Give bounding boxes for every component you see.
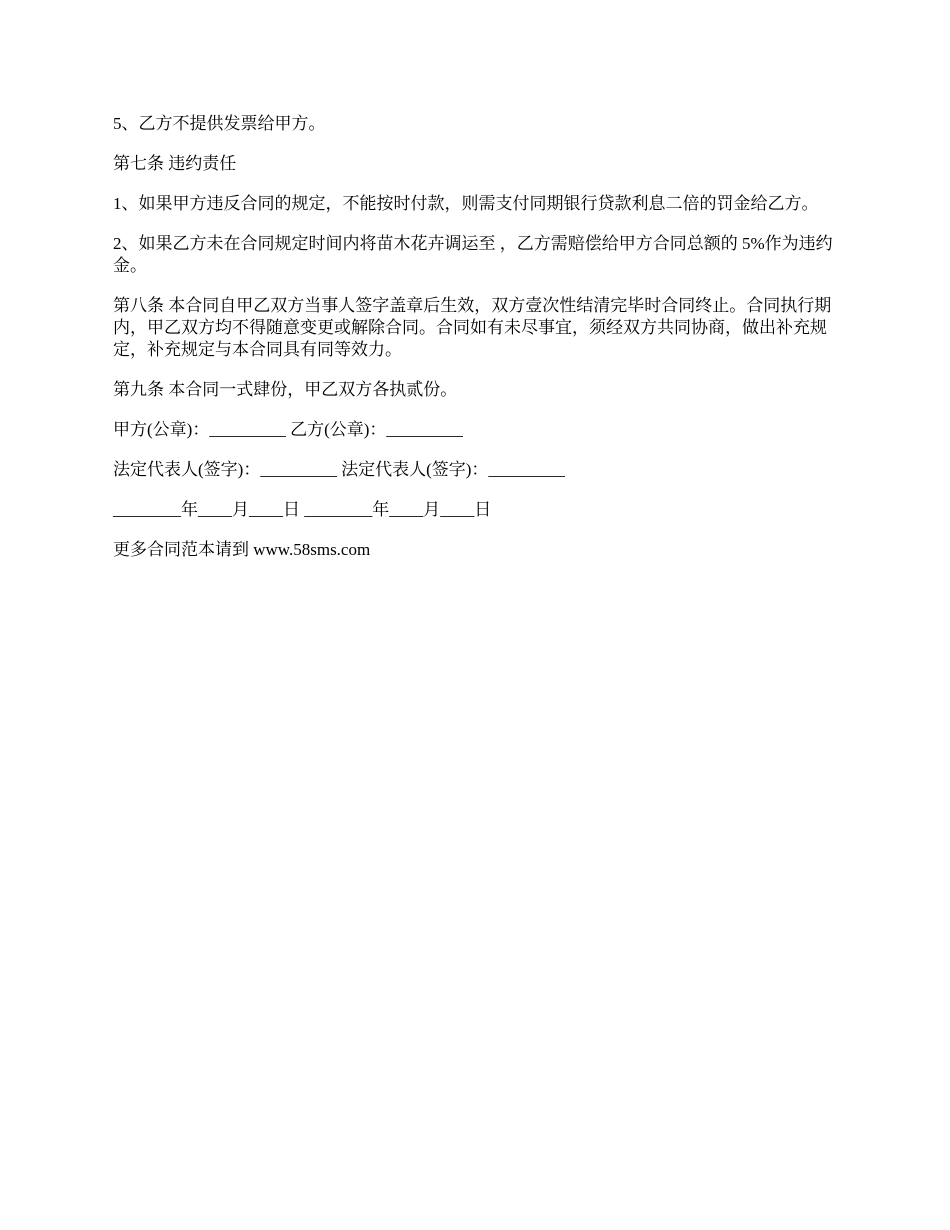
article-8: 第八条 本合同自甲乙双方当事人签字盖章后生效，双方壹次性结清完毕时合同终止。合同执行期内，甲乙双方均不得随意变更或解除合同。合同如有未尽事宜，须经双方共同协商，做出补充规定，补充规定与本合同具有同等效力。 [113, 296, 832, 359]
seal-line: 甲方(公章)：_________ 乙方(公章)：_________ [113, 420, 463, 439]
clause-party-a-breach: 1、如果甲方违反合同的规定，不能按时付款，则需支付同期银行贷款利息二倍的罚金给乙方。 [113, 194, 819, 213]
article-7-heading: 第七条 违约责任 [113, 154, 237, 173]
date-line: ________年____月____日 ________年____月____日 [113, 500, 492, 519]
clause-invoice: 5、乙方不提供发票给甲方。 [113, 114, 326, 133]
signature-line: 法定代表人(签字)：_________ 法定代表人(签字)：_________ [113, 460, 565, 479]
clause-party-b-breach: 2、如果乙方未在合同规定时间内将苗木花卉调运至 ，乙方需赔偿给甲方合同总额的 5%作为违约金。 [113, 234, 833, 275]
document-body [113, 113, 835, 579]
article-9: 第九条 本合同一式肆份，甲乙双方各执贰份。 [113, 380, 458, 399]
footer-link-text: 更多合同范本请到 www.58sms.com [113, 540, 371, 559]
